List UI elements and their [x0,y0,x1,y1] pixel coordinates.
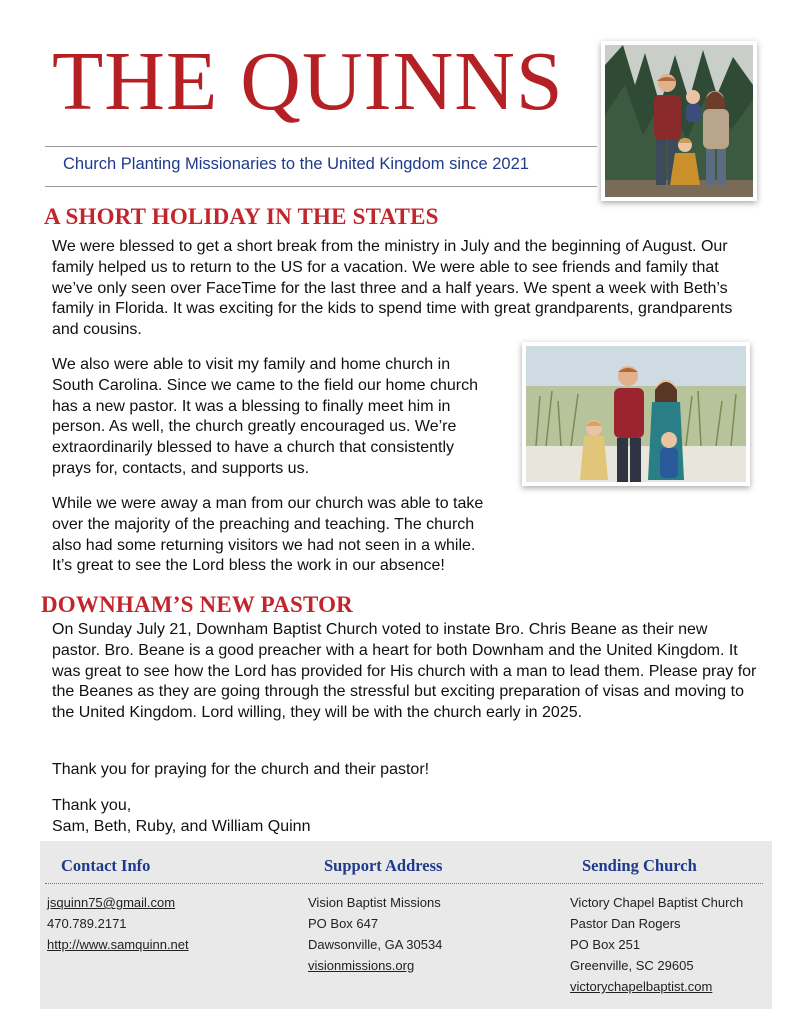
paragraph-pastor-1: On Sunday July 21, Downham Baptist Church voted to instate Bro. Chris Beane as their new pastor. Bro. Beane is a good preacher with a heart for both Downham and the United Kingdom. It was great to see how the Lord has provided for His church with a man to lead them. Please pray for the Beanes as they are going through the stressful but exciting preparation of visas and moving to the United Kingdom. Lord willing, they will be with the church early in 2025. [52,621,757,722]
family-photo-beach [522,342,750,486]
paragraph-holiday-2: We also were able to visit my family and home church in South Carolina. Since we came to the field our home church has a new pastor. It was a blessing to finally meet him in person. As well, the church greatly encouraged us. We’re extraordinarily blessed to have a church that consistently prays for, contacts, and supports us. [52,356,479,477]
paragraph-pastor-2: Thank you for praying for the church and their pastor! [52,761,430,778]
page-subtitle: Church Planting Missionaries to the United Kingdom since 2021 [63,155,529,173]
footer-divider [45,883,763,884]
sending-pobox: PO Box 251 [570,937,641,952]
contact-info-column [47,892,189,955]
section-heading-new-pastor: DOWNHAM’S NEW PASTOR [41,592,353,617]
family-photo-forest [601,41,757,201]
page-title: THE QUINNS [52,35,564,128]
email-link[interactable]: jsquinn75@gmail.com [47,895,176,910]
support-pobox: PO Box 647 [308,916,379,931]
closing-line-1: Thank you, [52,797,132,814]
paragraph-holiday-1: We were blessed to get a short break from the ministry in July and the beginning of August. Our family helped us to return to the US for a vacation. We were able to see friends and family that we’ve only seen over FaceTime for the last three and a half years. We spent a week with Beth’s family in Florida. It was exciting for the kids to spend time with great grandparents, grandparents and cousins. [52,238,733,339]
support-website-link[interactable]: visionmissions.org [308,958,415,973]
closing [52,796,757,838]
footer-info-box [40,841,772,1009]
closing-signature: Sam, Beth, Ruby, and William Quinn [52,817,311,835]
support-address-heading: Support Address [324,856,443,875]
sending-church-heading: Sending Church [582,856,697,875]
website-link[interactable]: http://www.samquinn.net [47,937,189,952]
photo-wrap-spacer [497,494,762,536]
sending-website-link[interactable]: victorychapelbaptist.com [570,979,713,994]
support-address-column [308,892,442,976]
section-heading-holiday: A SHORT HOLIDAY IN THE STATES [44,204,439,229]
title-divider-bottom [45,186,597,187]
sending-church-name: Victory Chapel Baptist Church [570,895,744,910]
sending-church-column [570,892,743,997]
title-divider-top [45,146,597,147]
support-org: Vision Baptist Missions [308,895,441,910]
phone-number: 470.789.2171 [47,916,127,931]
paragraph-holiday-3 [52,494,762,577]
support-city: Dawsonville, GA 30534 [308,937,443,952]
sending-pastor: Pastor Dan Rogers [570,916,681,931]
contact-info-heading: Contact Info [61,856,151,875]
paragraph-holiday-3-text: While we were away a man from our church was able to take over the majority of the preaching and teaching. The church also had some returning visitors we had not seen in a while. It’s great to see the Lord bless the work in our absence! [52,495,484,575]
sending-city: Greenville, SC 29605 [570,958,694,973]
